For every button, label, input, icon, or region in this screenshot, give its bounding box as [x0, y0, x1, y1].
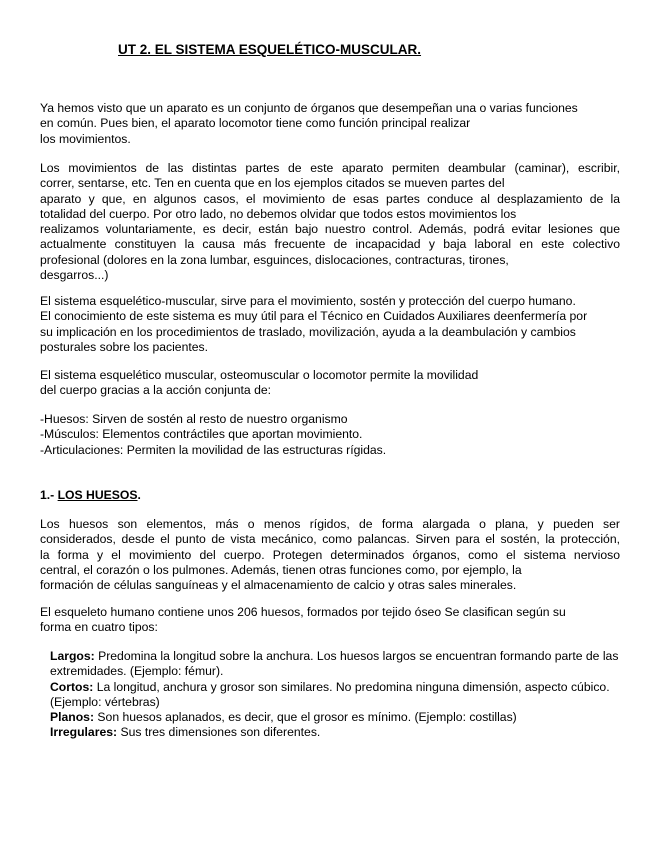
text-line: posturales sobre los pacientes. — [40, 339, 209, 354]
text-line: profesional (dolores en la zona lumbar, esguinces, dislocaciones, contracturas, tirones, — [40, 252, 509, 267]
bone-type-name: Largos: — [50, 649, 95, 663]
text-line: correr, sentarse, etc. Ten en cuenta que en los ejemplos citados se mueven partes del — [40, 176, 505, 191]
bones-paragraph-1 — [40, 517, 620, 593]
bone-type-description: Son huesos aplanados, es decir, que el grosor es mínimo. (Ejemplo: costillas) — [94, 710, 517, 725]
list-item: -Articulaciones: Permiten la movilidad de las estructuras rígidas. — [40, 442, 387, 457]
bone-type-description: La longitud, anchura y grosor son similares. No predomina ninguna dimensión, aspecto cúbico. (Ejemplo: vértebras) — [50, 679, 610, 709]
intro-paragraph-4 — [40, 368, 620, 399]
section-title-end: . — [137, 488, 141, 502]
bone-type-item — [50, 680, 620, 711]
intro-paragraph-2 — [40, 161, 620, 283]
bone-types-list — [50, 649, 620, 741]
text-line: central, el corazón o los pulmones. Además, tienen otras funciones como, por ejemplo, la — [40, 562, 522, 577]
text-line: los movimientos. — [40, 131, 131, 146]
text-line: El conocimiento de este sistema es muy útil para el Técnico en Cuidados Auxiliares deenfermería por — [40, 309, 588, 324]
bone-type-description: Sus tres dimensiones son diferentes. — [117, 725, 321, 740]
text-line: Ya hemos visto que un aparato es un conjunto de órganos que desempeñan una o varias funciones — [40, 101, 578, 115]
bones-paragraph-2 — [40, 605, 620, 636]
bone-type-item — [50, 649, 620, 680]
text-line: realizamos voluntariamente, es decir, están bajo nuestro control. Además, podrá evitar lesiones que — [40, 222, 620, 237]
text-line: formación de células sanguíneas y el almacenamiento de calcio y otras sales minerales. — [40, 578, 517, 593]
bone-type-name: Planos: — [50, 710, 95, 725]
text-line: en común. Pues bien, el aparato locomotor tiene como función principal realizar — [40, 116, 471, 131]
text-line: El sistema esquelético-muscular, sirve para el movimiento, sostén y protección del cuerpo humano. — [40, 294, 576, 308]
page-title: UT 2. EL SISTEMA ESQUELÉTICO-MUSCULAR. — [118, 42, 422, 57]
text-line: actualmente constituyen la causa más frecuente de incapacidad y baja laboral en este colectivo — [40, 237, 620, 252]
bone-type-description: Predomina la longitud sobre la anchura. Los huesos largos se encuentran formando parte de las extremidades. (Ejemplo: fémur). — [50, 649, 619, 679]
bone-type-item — [50, 710, 620, 725]
bone-type-item — [50, 725, 620, 740]
section-heading — [40, 488, 141, 502]
bone-type-name: Cortos: — [50, 679, 94, 694]
list-item: -Músculos: Elementos contráctiles que aportan movimiento. — [40, 427, 363, 442]
text-line: totalidad del cuerpo. Por otro lado, no debemos olvidar que todos estos movimientos los — [40, 206, 517, 221]
text-line: del cuerpo gracias a la acción conjunta de: — [40, 383, 272, 398]
text-line: El sistema esquelético muscular, osteomuscular o locomotor permite la movilidad — [40, 368, 479, 382]
text-line: la forma y el movimiento del cuerpo. Protegen determinados órganos, como el sistema nervioso — [40, 547, 620, 562]
text-line: considerados, desde el punto de vista mecánico, como palancas. Sirven para el sostén, la protección, — [40, 532, 620, 547]
components-list — [40, 412, 620, 458]
text-line: forma en cuatro tipos: — [40, 620, 158, 635]
text-line: El esqueleto humano contiene unos 206 huesos, formados por tejido óseo Se clasifican según su — [40, 605, 566, 619]
intro-paragraph-1 — [40, 101, 620, 147]
text-line: Los huesos son elementos, más o menos rígidos, de forma alargada o plana, y pueden ser — [40, 517, 620, 531]
section-number: 1.- — [40, 488, 58, 502]
intro-paragraph-3 — [40, 294, 620, 355]
text-line: su implicación en los procedimientos de traslado, movilización, ayuda a la deambulación y cambios — [40, 324, 576, 339]
text-line: desgarros...) — [40, 268, 109, 283]
section-title: LOS HUESOS — [57, 488, 138, 502]
list-item: -Huesos: Sirven de sostén al resto de nuestro organismo — [40, 412, 348, 426]
bone-type-name: Irregulares: — [50, 725, 118, 740]
text-line: aparato y que, en algunos casos, el movimiento de esas partes conduce al desplazamiento de la — [40, 191, 620, 206]
text-line: Los movimientos de las distintas partes de este aparato permiten deambular (caminar), escribir, — [40, 161, 620, 175]
